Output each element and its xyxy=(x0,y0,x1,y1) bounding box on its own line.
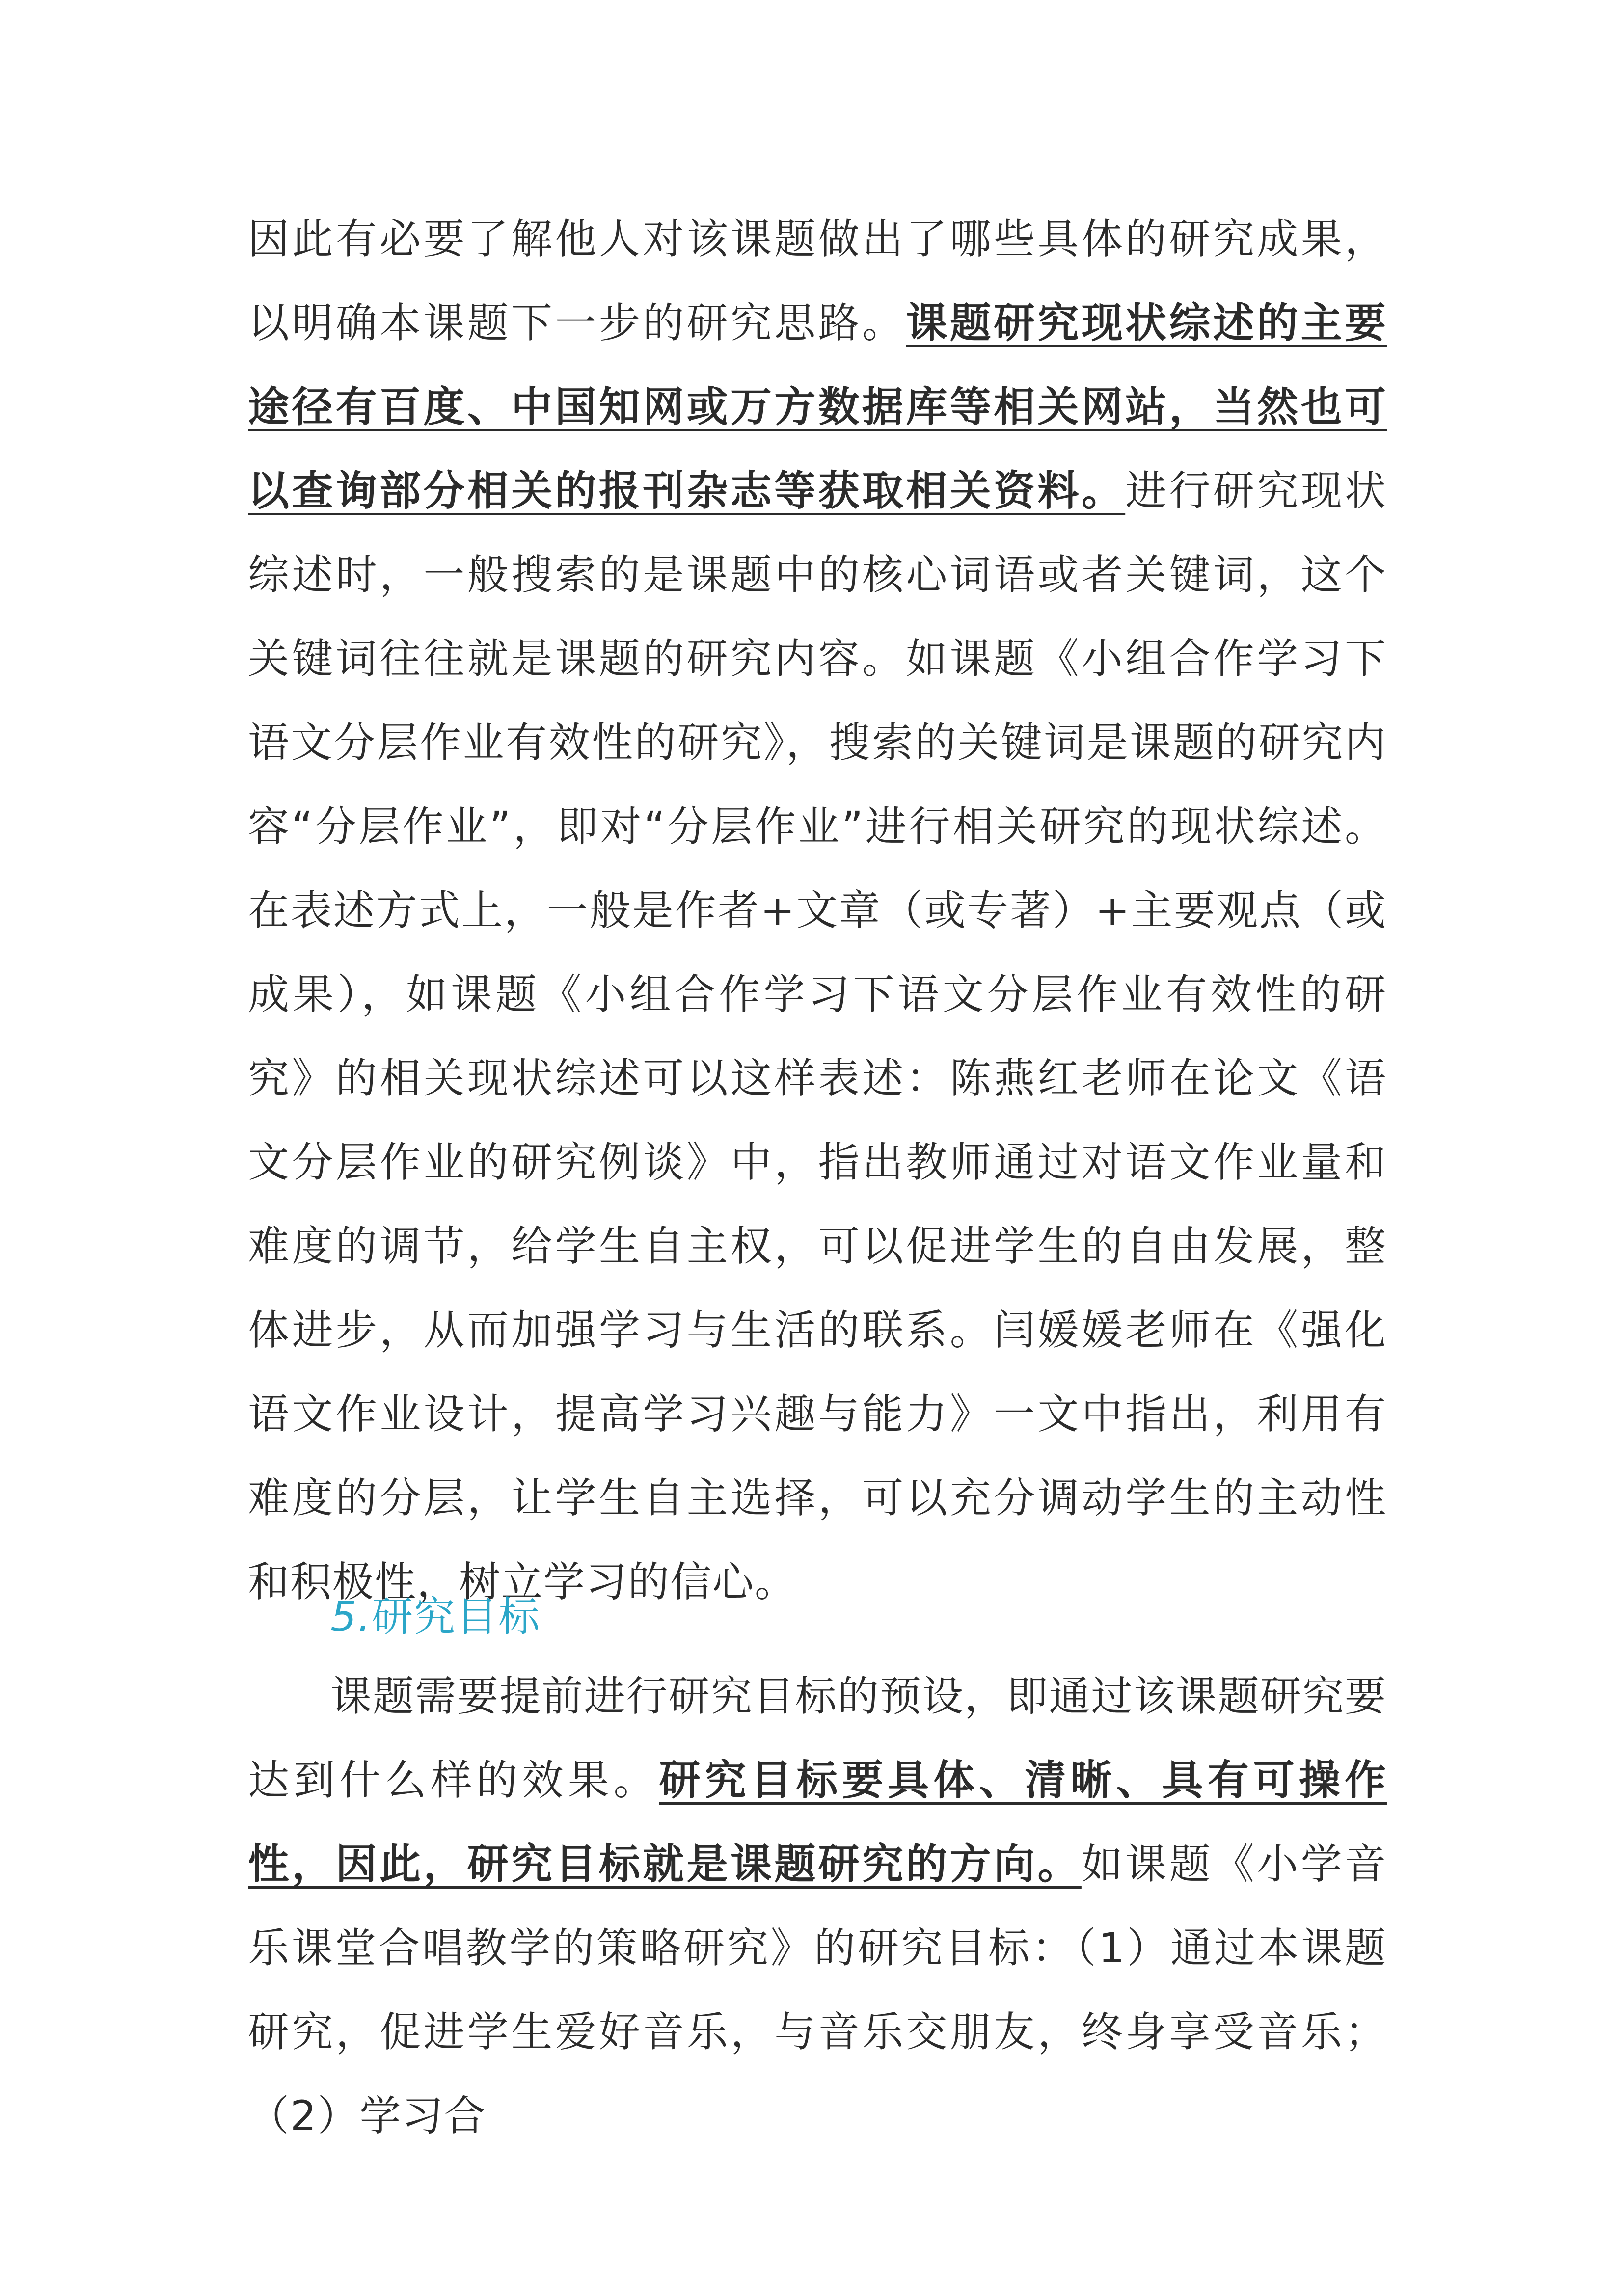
paragraph-1-emphasis: 课题研究现状综述的主要途径有百度、中国知网或万方数据库等相关网站，当然也可以查询部分相关的报刊杂志等获取相关资料。 xyxy=(248,299,1387,515)
section-heading-research-goals xyxy=(330,1575,541,1659)
paragraph-2-emphasis: 研究目标要具体、清晰、具有可操作性，因此，研究目标就是课题研究的方向。 xyxy=(248,1756,1387,1888)
body-paragraph-2 xyxy=(248,1655,1387,2158)
section-number: 5. xyxy=(330,1593,372,1641)
section-title: 研究目标 xyxy=(372,1593,541,1641)
paragraph-1-text-b: 进行研究现状综述时，一般搜索的是课题中的核心词语或者关键词，这个关键词往往就是课题的研究内容。如课题《小组合作学习下语文分层作业有效性的研究》，搜索的关键词是课题的研究内容“分层作业”，即对“分层作业”进行相关研究的现状综述。在表述方式上，一般是作者+文章（或专著）+主要观点（或成果），如课题《小组合作学习下语文分层作业有效性的研究》的相关现状综述可以这样表述：陈燕红老师在论文《语文分层作业的研究例谈》中，指出教师通过对语文作业量和难度的调节，给学生自主权，可以促进学生的自由发展，整体进步，从而加强学习与生活的联系。闫媛媛老师在《强化语文作业设计，提高学习兴趣与能力》一文中指出，利用有难度的分层，让学生自主选择，可以充分调动学生的主动性和积极性，树立学习的信心。 xyxy=(248,467,1387,1606)
paragraph-2-text-a: 课题需要提前进行研究目标的预设，即通过该课题研究要达到什么样的效果。 xyxy=(248,1672,1387,1804)
body-paragraph-1 xyxy=(248,197,1387,1624)
paragraph-1-text-a: 因此有必要了解他人对该课题做出了哪些具体的研究成果，以明确本课题下一步的研究思路。 xyxy=(248,215,1387,347)
paragraph-2-text-b: 如课题《小学音乐课堂合唱教学的策略研究》的研究目标：（1）通过本课题研究，促进学生爱好音乐，与音乐交朋友，终身享受音乐；（2）学习合 xyxy=(248,1840,1387,2140)
